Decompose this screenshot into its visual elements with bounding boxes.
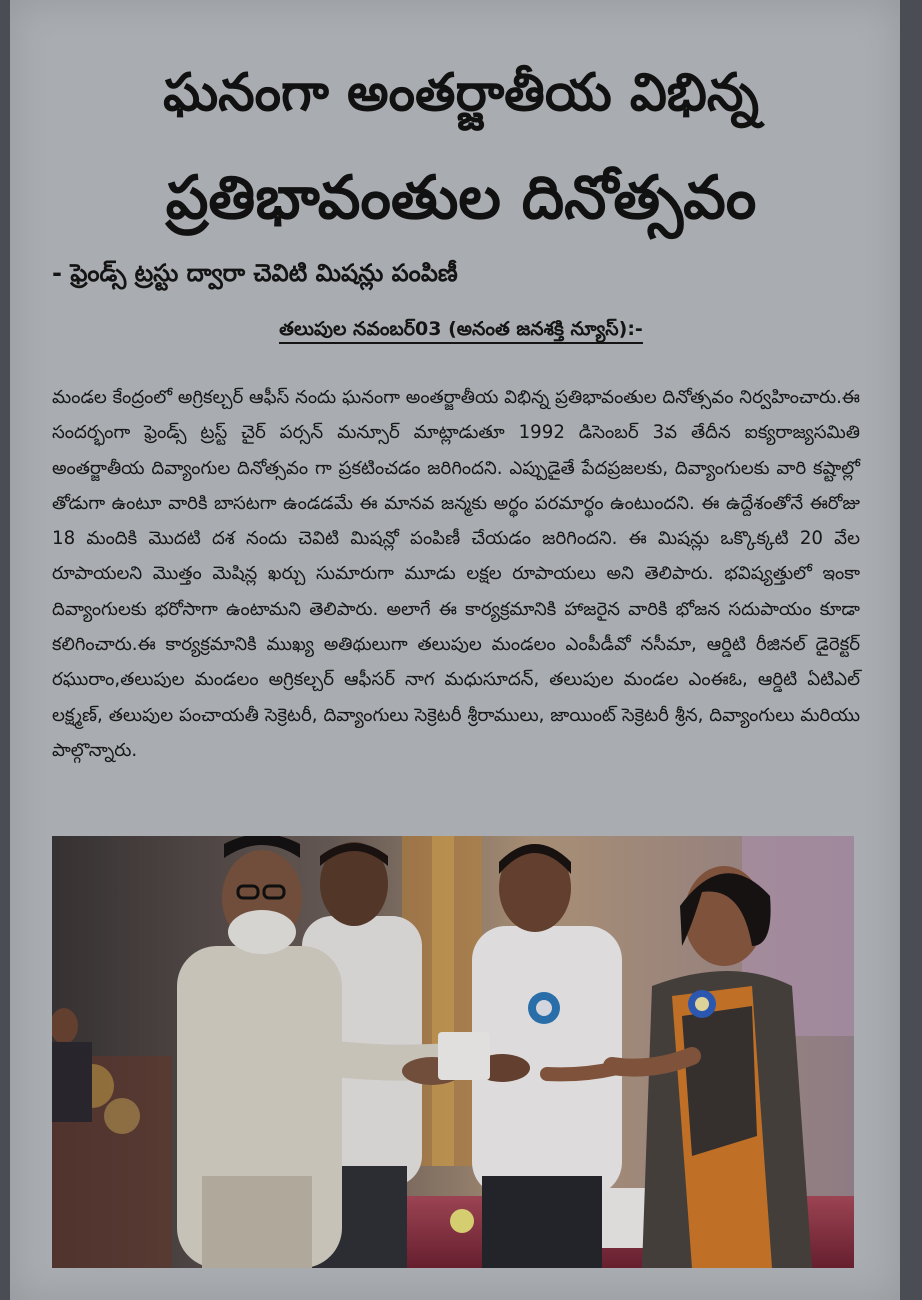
headline-line-1: ఘనంగా అంతర్జాతీయ విభిన్న	[163, 63, 759, 123]
hearing-aid-distribution-photo	[52, 836, 854, 1268]
article-body: మండల కేంద్రంలో అగ్రికల్చర్ ఆఫీస్ నందు ఘనంగా అంతర్జాతీయ విభిన్న ప్రతిభావంతుల దినోత్సవం నిర్వహించారు.ఈ సందర్భంగా ఫ్రెండ్స్ ట్రస్ట్ చైర్ పర్సన్ మన్సూర్ మాట్లాడుతూ 1992 డిసెంబర్ 3వ తేదీన ఐక్యరాజ్యసమితి అంతర్జాతీయ దివ్యాంగుల దినోత్సవం గా ప్రకటించడం జరిగిందని. ఎప్పుడైతే పేదప్రజలకు, దివ్యాంగులకు వారి కష్టాల్లో తోడుగా ఉంటూ వారికి బాసటగా ఉండడమే ఈ మానవ జన్మకు అర్థం పరమార్థం ఉంటుందని. ఈ ఉద్దేశంతోనే ఈరోజు 18 మందికి మొదటి దశ నందు చెవిటి మిషన్లో పంపిణీ చేయడం జరిగిందని. ఈ మిషన్లు ఒక్కొక్కటి 20 వేల రూపాయలని మొత్తం మెషిన్ల ఖర్చు సుమారుగా మూడు లక్షల రూపాయలు అని తెలిపారు. భవిష్యత్తులో ఇంకా దివ్యాంగులకు భరోసాగా ఉంటామని తెలిపారు. అలాగే ఈ కార్యక్రమానికి హాజరైన వారికి భోజన సదుపాయం కూడా కలిగించారు.ఈ కార్యక్రమానికి ముఖ్య అతిథులుగా తలుపుల మండలం ఎంపీడీవో నసీమా, ఆర్డిటి రీజినల్ డైరెక్టర్ రఘురాం,తలుపుల మండలం అగ్రికల్చర్ ఆఫీసర్ నాగ మధుసూదన్, తలుపుల మండల ఎంఈఓ, ఆర్డిటి ఏటిఎల్ లక్ష్మణ్, తలుపుల పంచాయతీ సెక్రెటరీ, దివ్యాంగులు సెక్రెటరీ శ్రీరాములు, జాయింట్ సెక్రెటరీ శ్రీన, దివ్యాంగులు మరియు పాల్గొన్నారు.	[52, 387, 860, 761]
subheadline: - ఫ్రెండ్స్ ట్రస్టు ద్వారా చెవిటి మిషన్లు పంపిణీ	[52, 259, 458, 287]
dateline-text: తలుపుల నవంబర్03 (అనంత జనశక్తి న్యూస్):-	[279, 318, 643, 344]
headline-line-2: ప్రతిభావంతుల దినోత్సవం	[165, 163, 757, 233]
dateline	[0, 312, 922, 346]
event-photo	[52, 836, 854, 1268]
